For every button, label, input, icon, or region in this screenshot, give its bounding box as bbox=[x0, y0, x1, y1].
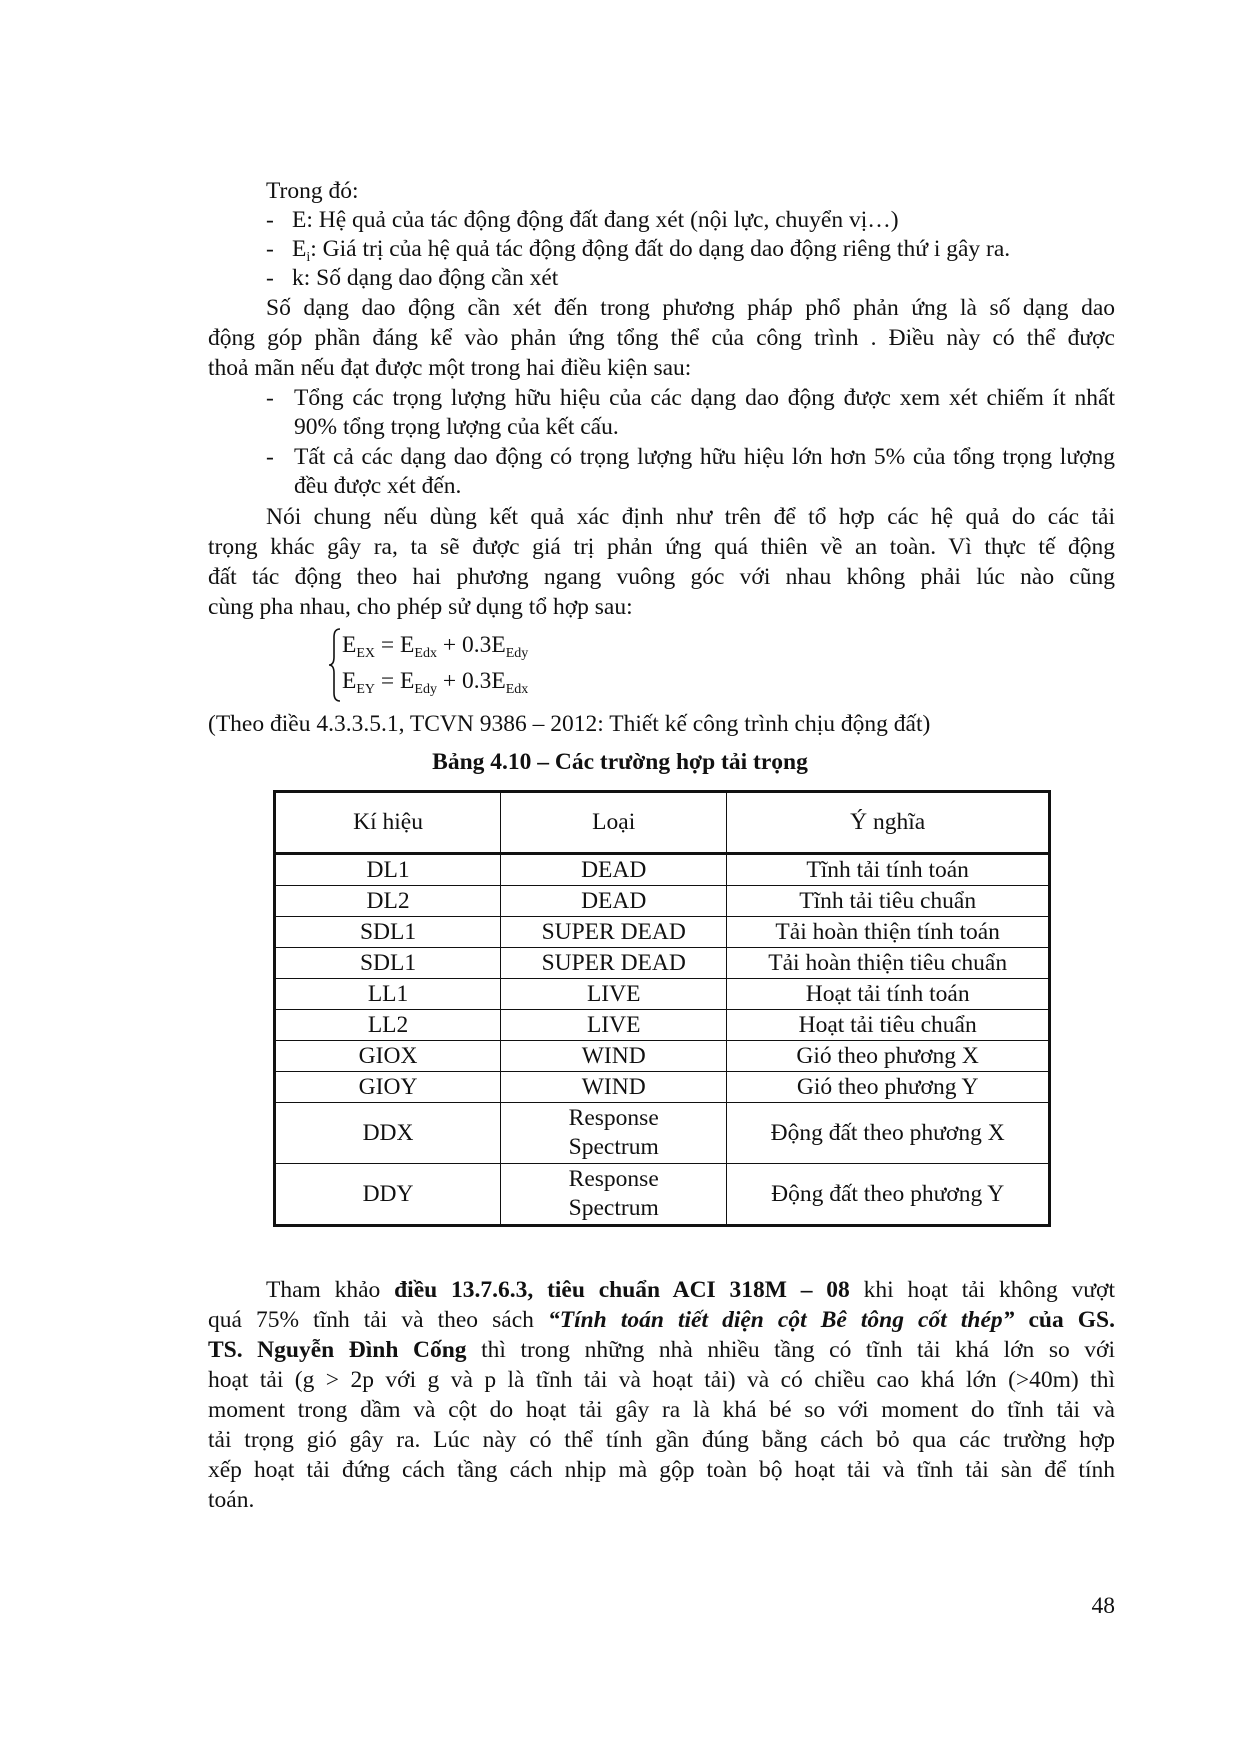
table-row bbox=[275, 1164, 1050, 1226]
cell-meaning: Tĩnh tải tiêu chuẩn bbox=[727, 886, 1050, 917]
condition-2-line1: Tất cả các dạng dao động có trọng lượng hữu hiệu lớn hơn 5% của tổng trọng lượng bbox=[294, 444, 1115, 470]
para3-line: TS. Nguyễn Đình Cống thì trong những nhà nhiều tầng có tĩnh tải khá lớn so với bbox=[208, 1337, 1115, 1363]
cell-type: WIND bbox=[501, 1072, 727, 1103]
cell-code: DDX bbox=[275, 1103, 501, 1164]
formula-line-ey: $E_{EY} = E_{Edy} + 0.3E_{Edx}$ bbox=[342, 668, 529, 697]
cell-type: Response Spectrum bbox=[501, 1103, 727, 1164]
cell-type: WIND bbox=[501, 1041, 727, 1072]
ei-text: : Giá trị của hệ quả tác động động đất do dạng dao động riêng thứ i gây ra. bbox=[310, 236, 1011, 262]
para3-line: moment trong dầm và cột do hoạt tải gây ra là khá bé so với moment do tĩnh tải và bbox=[208, 1397, 1115, 1423]
cell-code: DDY bbox=[275, 1164, 501, 1226]
para3-line: toán. bbox=[208, 1487, 255, 1513]
cell-meaning: Động đất theo phương Y bbox=[727, 1164, 1050, 1226]
para2-line: Nói chung nếu dùng kết quả xác định như trên để tổ hợp các hệ quả do các tải bbox=[266, 504, 1115, 530]
table-caption: Bảng 4.10 – Các trường hợp tải trọng bbox=[432, 749, 808, 775]
definition-ei bbox=[292, 235, 1010, 264]
cell-meaning: Gió theo phương X bbox=[727, 1041, 1050, 1072]
para2-line: đất tác động theo hai phương ngang vuông góc với nhau không phải lúc nào cũng bbox=[208, 564, 1115, 590]
table-row bbox=[275, 948, 1050, 979]
cell-meaning: Tải hoàn thiện tính toán bbox=[727, 917, 1050, 948]
table-row bbox=[275, 1103, 1050, 1164]
cell-type: LIVE bbox=[501, 979, 727, 1010]
para2-line: trọng khác gây ra, ta sẽ được giá trị phản ứng quá thiên về an toàn. Vì thực tế động bbox=[208, 534, 1115, 560]
table-row bbox=[275, 886, 1050, 917]
table-header-row bbox=[275, 792, 1050, 854]
condition-1-line2: 90% tổng trọng lượng của kết cấu. bbox=[294, 414, 619, 440]
para1-line: thoả mãn nếu đạt được một trong hai điều kiện sau: bbox=[208, 355, 692, 381]
cell-type: Response Spectrum bbox=[501, 1164, 727, 1226]
cell-type: DEAD bbox=[501, 854, 727, 886]
cell-meaning: Gió theo phương Y bbox=[727, 1072, 1050, 1103]
cell-code: LL1 bbox=[275, 979, 501, 1010]
page-number: 48 bbox=[1091, 1593, 1115, 1619]
cell-type: DEAD bbox=[501, 886, 727, 917]
ei-symbol: E bbox=[292, 236, 307, 262]
cell-meaning: Động đất theo phương X bbox=[727, 1103, 1050, 1164]
cell-code: SDL1 bbox=[275, 917, 501, 948]
cell-meaning: Hoạt tải tính toán bbox=[727, 979, 1050, 1010]
header-type: Loại bbox=[501, 792, 727, 854]
cell-code: LL2 bbox=[275, 1010, 501, 1041]
load-cases-table bbox=[273, 790, 1051, 1227]
cell-code: SDL1 bbox=[275, 948, 501, 979]
para3-line: tải trọng gió gây ra. Lúc này có thể tính gần đúng bằng cách bỏ qua các trường hợp bbox=[208, 1427, 1115, 1453]
para2-line: cùng pha nhau, cho phép sử dụng tổ hợp sau: bbox=[208, 594, 633, 620]
condition-1-line1: Tổng các trọng lượng hữu hiệu của các dạng dao động được xem xét chiếm ít nhất bbox=[294, 385, 1115, 411]
para1-line: động góp phần đáng kể vào phản ứng tổng thể của công trình . Điều này có thể được bbox=[208, 325, 1115, 351]
cell-code: DL1 bbox=[275, 854, 501, 886]
cell-type: LIVE bbox=[501, 1010, 727, 1041]
cell-meaning: Tải hoàn thiện tiêu chuẩn bbox=[727, 948, 1050, 979]
bullet-dash: - bbox=[266, 207, 274, 233]
table-row bbox=[275, 917, 1050, 948]
trong-do-label: Trong đó: bbox=[266, 178, 359, 204]
definition-e: E: Hệ quả của tác động động đất đang xét (nội lực, chuyển vị…) bbox=[292, 207, 899, 233]
table-row bbox=[275, 979, 1050, 1010]
bullet-dash: - bbox=[266, 236, 274, 262]
combination-formula bbox=[328, 625, 588, 705]
para3-line: quá 75% tĩnh tải và theo sách “Tính toán tiết diện cột Bê tông cốt thép” của GS. bbox=[208, 1307, 1115, 1333]
header-symbol: Kí hiệu bbox=[275, 792, 501, 854]
cell-code: DL2 bbox=[275, 886, 501, 917]
cell-meaning: Tĩnh tải tính toán bbox=[727, 854, 1050, 886]
condition-2-line2: đều được xét đến. bbox=[294, 473, 462, 499]
bullet-dash: - bbox=[266, 385, 274, 411]
ei-subscript: i bbox=[306, 250, 311, 265]
para3-line: Tham khảo điều 13.7.6.3, tiêu chuẩn ACI 318M – 08 khi hoạt tải không vượt bbox=[266, 1277, 1116, 1303]
table-row bbox=[275, 1072, 1050, 1103]
cell-code: GIOY bbox=[275, 1072, 501, 1103]
cell-code: GIOX bbox=[275, 1041, 501, 1072]
definition-k: k: Số dạng dao động cần xét bbox=[292, 265, 559, 291]
para1-line: Số dạng dao động cần xét đến trong phương pháp phổ phản ứng là số dạng dao bbox=[266, 295, 1115, 321]
table-row bbox=[275, 1010, 1050, 1041]
para3-line: hoạt tải (g > 2p với g và p là tĩnh tải và hoạt tải) và có chiều cao khá lớn (>40m) thì bbox=[208, 1367, 1115, 1393]
bullet-dash: - bbox=[266, 444, 274, 470]
cell-type: SUPER DEAD bbox=[501, 948, 727, 979]
standard-reference: (Theo điều 4.3.3.5.1, TCVN 9386 – 2012: Thiết kế công trình chịu động đất) bbox=[208, 711, 931, 737]
cell-type: SUPER DEAD bbox=[501, 917, 727, 948]
bullet-dash: - bbox=[266, 265, 274, 291]
table-row bbox=[275, 1041, 1050, 1072]
formula-line-ex: $E_{EX} = E_{Edx} + 0.3E_{Edy}$ bbox=[342, 632, 529, 661]
cell-meaning: Hoạt tải tiêu chuẩn bbox=[727, 1010, 1050, 1041]
left-brace-icon bbox=[328, 625, 342, 705]
para3-line: xếp hoạt tải đứng cách tầng cách nhịp mà gộp toàn bộ hoạt tải và tĩnh tải sàn để tính bbox=[208, 1457, 1115, 1483]
header-meaning: Ý nghĩa bbox=[727, 792, 1050, 854]
table-row bbox=[275, 854, 1050, 886]
